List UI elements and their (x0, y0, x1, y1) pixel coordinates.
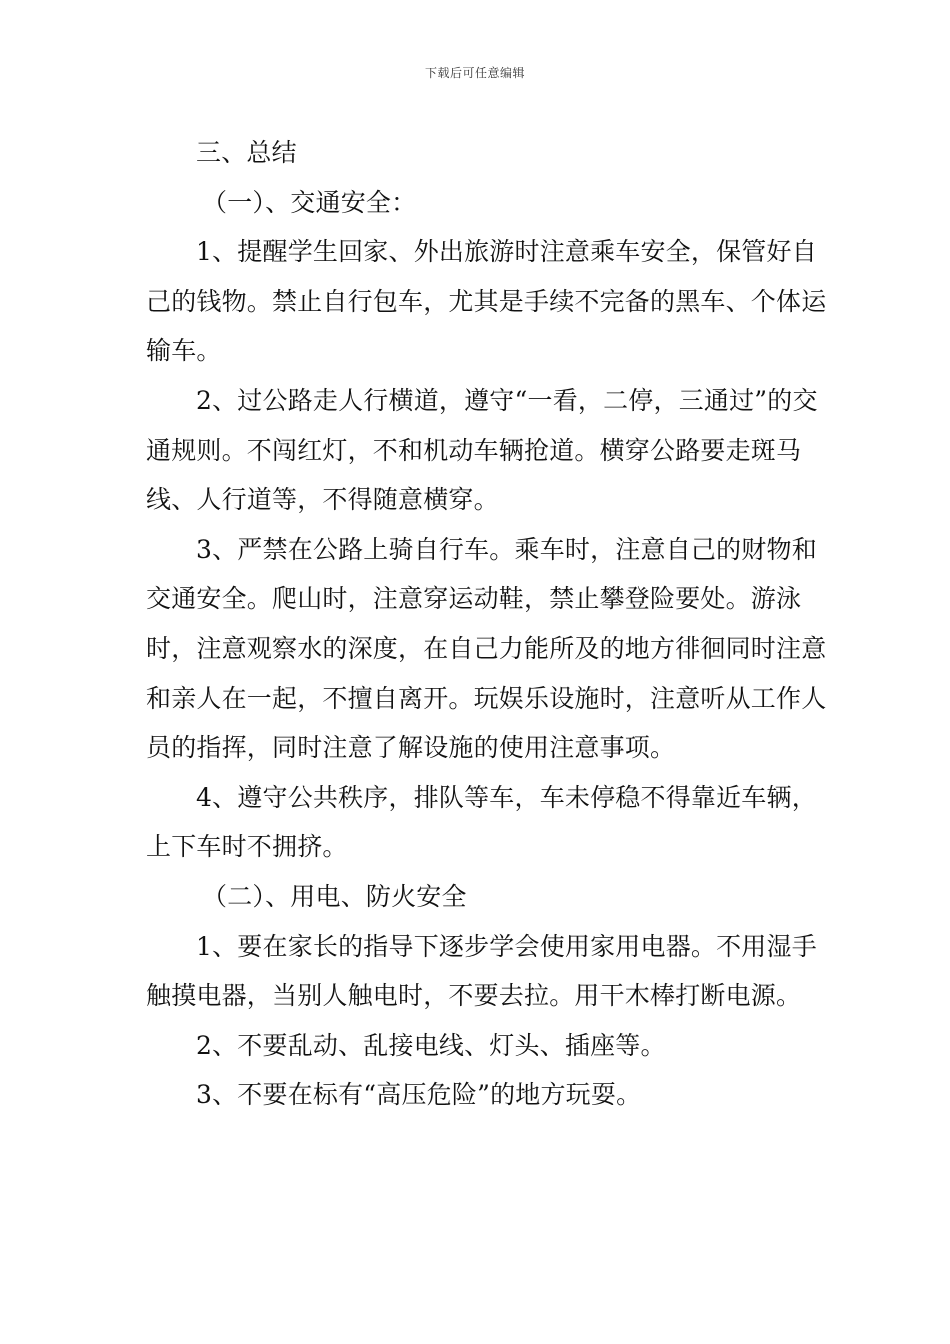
document-body (146, 128, 836, 1120)
electric-item-2: 2、不要乱动、乱接电线、灯头、插座等。 (196, 1030, 666, 1060)
traffic-item-1: 1、提醒学生回家、外出旅游时注意乘车安全，保管好自己的钱物。禁止自行包车，尤其是手续不完备的黑车、个体运输车。 (146, 237, 827, 366)
traffic-item-3: 3、严禁在公路上骑自行车。乘车时，注意自己的财物和交通安全。爬山时，注意穿运动鞋，禁止攀登险要处。游泳时，注意观察水的深度，在自己力能所及的地方徘徊同时注意和亲人在一起，不擅自离开。玩娱乐设施时，注意听从工作人员的指挥，同时注意了解设施的使用注意事项。 (146, 534, 827, 763)
electric-fire-safety-heading: （二）、用电、防火安全 (202, 881, 467, 911)
traffic-item-2: 2、过公路走人行横道，遵守“一看，二停，三通过”的交通规则。不闯红灯，不和机动车辆抢道。横穿公路要走斑马线、人行道等，不得随意横穿。 (146, 385, 818, 515)
page-header: 下载后可任意编辑 (424, 66, 525, 80)
section-title: 三、总结 (196, 138, 297, 167)
electric-item-1: 1、要在家长的指导下逐步学会使用家用电器。不用湿手触摸电器，当别人触电时，不要去拉。用干木棒打断电源。 (146, 931, 817, 1011)
traffic-item-4: 4、遵守公共秩序，排队等车，车未停稳不得靠近车辆，上下车时不拥挤。 (146, 782, 817, 862)
electric-item-3: 3、不要在标有“高压危险”的地方玩耍。 (196, 1080, 642, 1110)
traffic-safety-heading: （一）、交通安全： (202, 187, 417, 217)
